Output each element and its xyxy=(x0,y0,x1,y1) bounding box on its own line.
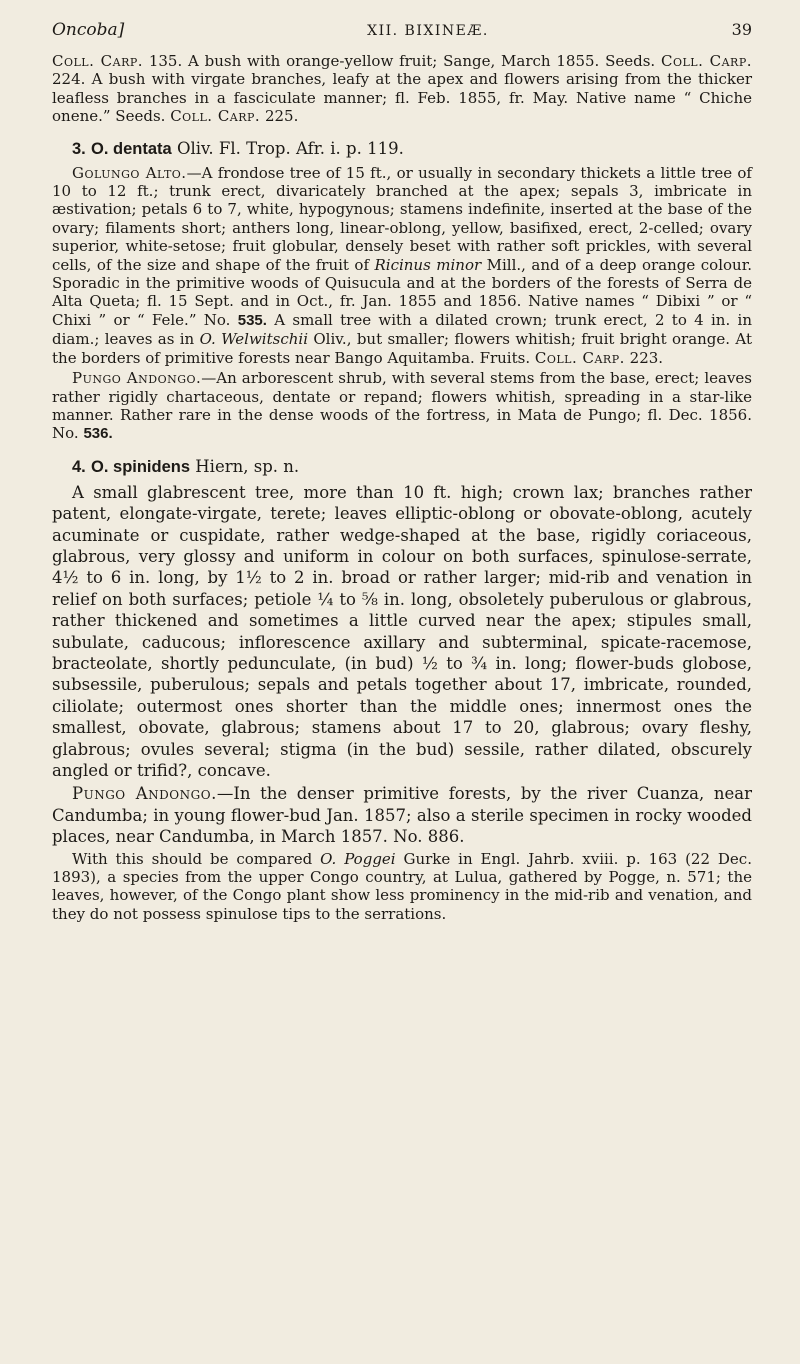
running-head-family: XII. BIXINEÆ. xyxy=(367,23,489,39)
species-name: O. dentata xyxy=(91,139,172,158)
running-head-genus: Oncoba] xyxy=(52,20,125,40)
species-number: 4. xyxy=(72,457,86,476)
spinidens-locality xyxy=(52,783,752,847)
specimen-number: 535. xyxy=(237,311,267,329)
pungo-paragraph xyxy=(52,369,752,444)
collection-paragraph xyxy=(52,52,752,126)
spinidens-block xyxy=(52,482,752,848)
note-text: With this should be compared xyxy=(72,849,321,868)
collection-text: 224. A bush with virgate branches, leafy at the apex and flowers arising from the thicker leafless branches in a fasciculate manner; fl. Feb. 1855, fr. May. Native name “ Chiche onene.” Seeds. xyxy=(52,70,752,126)
dentata-block xyxy=(52,164,752,444)
collection-label: Coll. Carp. xyxy=(52,52,144,70)
species-authority: Hiern, sp. n. xyxy=(190,456,300,476)
species-heading-spinidens xyxy=(72,456,752,478)
page-number: 39 xyxy=(731,20,752,39)
taxon-reference: O. Welwitschii xyxy=(199,330,308,349)
running-head xyxy=(52,20,752,42)
spinidens-description: A small glabrescent tree, more than 10 ft. high; crown lax; branches rather patent, elongate-virgate, terete; leaves elliptic-oblong or obovate-oblong, acutely acuminate or cuspidate, rather wedge-shaped at the base, rigidly coriaceous, glabrous, very glossy and uniform in colour on both surfaces, spinulose-serrate, 4½ to 6 in. long, by 1½ to 2 in. broad or rather larger; mid-rib and venation in relief on both surfaces; petiole ¼ to ⅝ in. long, obsoletely puberulous or glabrous, rather thickened and sometimes a little curved near the apex; stipules small, subulate, caducous; inflorescence axillary and subterminal, spicate-racemose, bracteolate, shortly pedunculate, (in bud) ½ to ¾ in. long; flower-buds globose, subsessile, puberulous; sepals and petals together about 17, imbricate, rounded, ciliolate; outermost ones shorter than the middle ones; innermost ones the smallest, obovate, glabrous; stamens about 17 to 20, glabrous; ovary fleshy, glabrous; ovules several; stigma (in the bud) sessile, rather dilated, obscurely angled or trifid?, concave. xyxy=(52,482,752,780)
collection-text: 225. xyxy=(260,107,299,126)
collection-text: 135. A bush with orange-yellow fruit; Sange, March 1855. Seeds. xyxy=(143,52,661,70)
comparison-paragraph xyxy=(52,850,752,924)
species-number: 3. xyxy=(72,139,86,158)
intro-block xyxy=(52,52,752,126)
description-text: —A frondose tree of 15 ft., or usually in secondary thickets a little tree of 10 to 12 ft.; trunk erect, divaricately branched at the apex; sepals 3, imbricate in æstivation; petals 6 to 7, white, hypogynous; stamens indefinite, inserted at the base of the ovary; filaments short; anthers long, linear-oblong, yellow, basifixed, erect, 2-celled; ovary superior, white-setose; fruit globular, densely beset with rather soft prickles, with several cells, of the size and shape of the fruit of xyxy=(52,163,752,274)
collection-label: Coll. Carp. xyxy=(170,107,261,126)
description-text: A small tree with a dilated crown; trunk erect, 2 to 4 in. in diam.; leaves as in xyxy=(52,310,752,349)
taxon-reference: Ricinus minor xyxy=(374,255,482,274)
taxon-reference: O. Poggei xyxy=(320,849,396,868)
description-text: —In the denser primitive forests, by the river Cuanza, near Candumba; in young flower-bud Jan. 1857; also a sterile specimen in rocky wooded places, near Candumba, in March 1857. No. 886. xyxy=(52,784,752,847)
specimen-number: 536. xyxy=(83,425,113,443)
description-text: Oliv., but smaller; flowers whitish; fruit bright orange. At the borders of primitive forests near Bango Aquitamba. Fruits. xyxy=(52,330,753,367)
note-text: Gurke in Engl. Jahrb. xviii. p. 163 (22 Dec. 1893), a species from the upper Congo country, at Lulua, gathered by Pogge, n. 571; the leaves, however, of the Congo plant show less prominency in the mid-rib and venation, and they do not possess spinulose tips to the serrations. xyxy=(52,849,752,923)
comparison-block xyxy=(52,850,752,924)
description-text: 223. xyxy=(624,348,664,367)
locality-label: Pungo Andongo. xyxy=(72,369,202,388)
locality-label: Pungo Andongo. xyxy=(72,784,217,804)
collection-label: Coll. Carp. xyxy=(660,52,752,70)
locality-label: Golungo Alto. xyxy=(72,163,187,182)
description-text: Mill., and of a deep orange colour. Sporadic in the primitive woods of Quisucula and at the borders of the forests of Serra de Alta Queta; fl. 15 Sept. and in Oct., fr. Jan. 1855 and 1856. Native names “ Dibixi ” or “ Chixi ” or “ Fele.” No. xyxy=(52,255,752,329)
species-authority: Oliv. Fl. Trop. Afr. i. p. 119. xyxy=(171,138,404,158)
description-text: —An arborescent shrub, with several stems from the base, erect; leaves rather rigidly chartaceous, dentate or repand; flowers whitish, spreading in a star-like manner. Rather rare in the dense woods of the fortress, in Mata de Pungo; fl. Dec. 1856. No. xyxy=(52,369,752,443)
species-heading-dentata xyxy=(72,138,752,160)
species-name: O. spinidens xyxy=(91,457,191,476)
golungo-paragraph xyxy=(52,164,752,367)
collection-label: Coll. Carp. xyxy=(534,348,625,367)
